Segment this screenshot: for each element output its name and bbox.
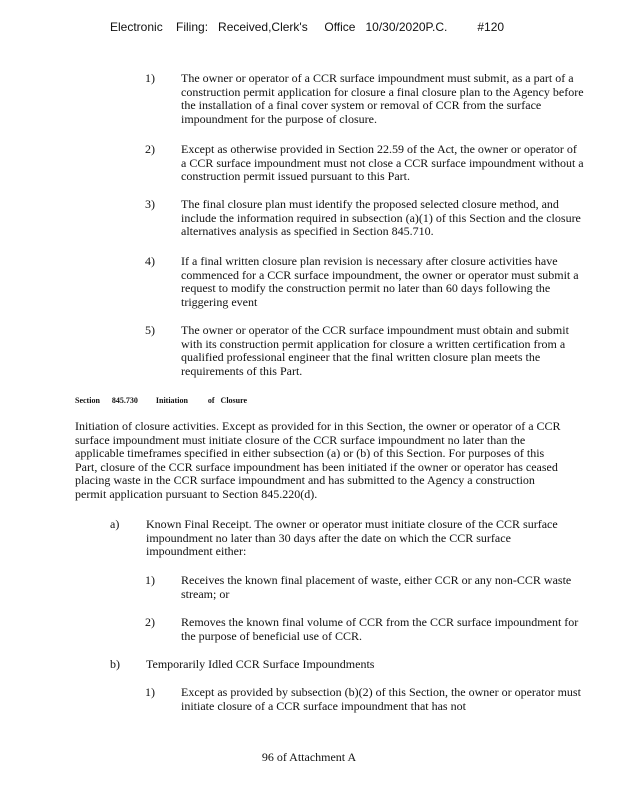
list-item: [145, 198, 585, 239]
item-number: 5): [145, 323, 155, 337]
section-paragraph: Initiation of closure activities. Except as provided for in this Section, the owner or operator of a CCR surface impoundment must initiate closure of the CCR surface impoundment no later than the applicable timeframes specified in either subsection (a) or (b) of this Section. For purposes of this Part, closure of the CCR surface impoundment has been initiated if the owner or operator has ceased placing waste in the CCR surface impoundment and has submitted to the Agency a construction permit application pursuant to Section 845.220(d).: [75, 419, 561, 501]
item-number: 2): [145, 142, 155, 156]
item-text: If a final written closure plan revision is necessary after closure activities have commenced for a CCR surface impoundment, the owner or operator must submit a request to modify the construction permit no later than 60 days following the triggering event: [181, 254, 579, 309]
item-text: The owner or operator of a CCR surface impoundment must submit, as a part of a construction permit application for closure a final closure plan to the Agency before the installation of a final cover system or removal of CCR from the surface impoundment for the purpose of closure.: [181, 71, 584, 126]
item-text: Receives the known final placement of waste, either CCR or any non-CCR waste stream; or: [181, 573, 572, 601]
subsection-a: [110, 518, 570, 559]
subsection-text: Temporarily Idled CCR Surface Impoundments: [146, 657, 375, 671]
item-number: 1): [145, 685, 155, 699]
list-item: [145, 686, 585, 713]
item-number: 1): [145, 71, 155, 85]
item-text: Except as otherwise provided in Section 22.59 of the Act, the owner or operator of a CCR surface impoundment must not close a CCR surface impoundment without a construction permit issued pursuant to this Part.: [181, 142, 584, 184]
list-item: [145, 143, 585, 184]
item-number: 3): [145, 197, 155, 211]
item-text: The final closure plan must identify the proposed selected closure method, and include the information required in subsection (a)(1) of this Section and the closure alternatives analysis as specified in Section 845.710.: [181, 197, 581, 239]
item-text: Removes the known final volume of CCR from the CCR surface impoundment for the purpose of beneficial use of CCR.: [181, 615, 579, 643]
item-text: The owner or operator of the CCR surface impoundment must obtain and submit with its construction permit application for closure a written certification from a qualified professional engineer that the final written closure plan meets the requirements of this Part.: [181, 323, 569, 378]
item-number: 2): [145, 615, 155, 629]
filing-header: Electronic Filing: Received,Clerk's Office 10/30/2020P.C. #120: [110, 20, 505, 34]
subsection-number: b): [110, 657, 120, 671]
item-text: Except as provided by subsection (b)(2) of this Section, the owner or operator must initiate closure of a CCR surface impoundment that has not: [181, 685, 581, 713]
list-item: [145, 616, 585, 643]
list-item: [145, 574, 585, 601]
subsection-b: [110, 658, 570, 672]
list-item: [145, 255, 585, 309]
subsection-text: Known Final Receipt. The owner or operator must initiate closure of the CCR surface impoundment no later than 30 days after the date on which the CCR surface impoundment either:: [146, 517, 558, 559]
page-footer: 96 of Attachment A: [261, 750, 357, 764]
subsection-number: a): [110, 517, 120, 531]
item-number: 4): [145, 254, 155, 268]
item-number: 1): [145, 573, 155, 587]
list-item: [145, 72, 585, 126]
list-item: [145, 324, 585, 378]
section-heading: Section 845.730 Initiation of Closure: [75, 396, 248, 405]
